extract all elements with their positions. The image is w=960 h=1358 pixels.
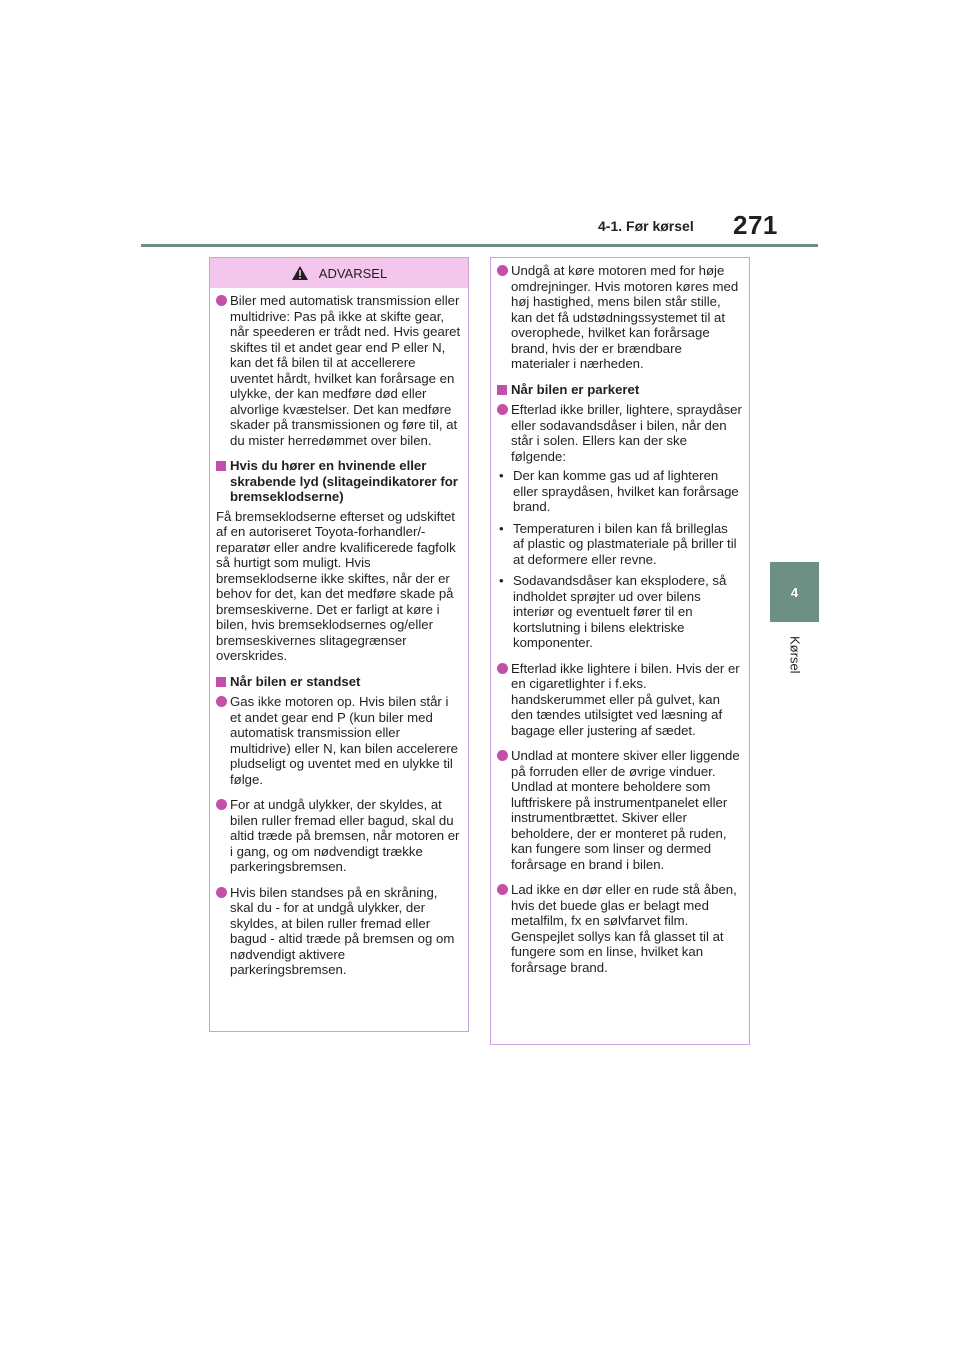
subheading [216,674,461,691]
warning-content-right [491,258,749,975]
warning-content-left [210,288,468,978]
section-title: 4-1. Før kørsel [598,218,694,234]
bullet-point-icon: • [499,573,504,588]
bullet-item-text: Der kan komme gas ud af lighteren eller spraydåsen, hvilket kan forårsage brand. [513,468,739,514]
list-item [216,885,461,978]
list-item-text: Hvis bilen standses på en skråning, skal du - for at undgå ulykker, der skyldes, at bilen ruller fremad eller bagud - altid træde på bremsen og om nødvendigt aktivere parkeringsbremsen. [230,884,455,977]
heading-square-icon [216,461,226,471]
bullet-item [497,468,742,515]
list-item-text: Gas ikke motoren op. Hvis bilen står i et andet gear end P (kun biler med automatisk transmission eller multidrive) eller N, kan bilen accelerere pludseligt og uventet med en ulykke til følge. [230,694,458,787]
list-item [497,263,742,372]
list-item [216,797,461,875]
list-item-text: Biler med automatisk transmission eller multidrive: Pas på ikke at skifte gear, når speederen er trådt ned. Hvis gearet skiftes til et andet gear end P eller N, kan det få bilen til at accellerere uventet hårdt, hvilket kan forårsage en ulykke, der kan medføre død eller alvorlige kvæstelser. Det kan medføre skader på transmissionen og føre til, at du mister herredømmet over bilen. [230,293,461,448]
subheading [216,458,461,505]
bullet-dot-icon [497,663,508,674]
bullet-dot-icon [216,887,227,898]
heading-square-icon [497,385,507,395]
chapter-tab[interactable]: 4 [770,562,819,622]
heading-square-icon [216,677,226,687]
list-item [497,882,742,975]
header-rule [141,244,818,247]
warning-triangle-icon [291,265,309,281]
chapter-tab-label: Kørsel [787,636,803,674]
bullet-point-icon: • [499,468,504,483]
list-item-text: Undgå at køre motoren med for høje omdrejninger. Hvis motoren køres med høj hastighed, mens bilen står stille, kan det få udstødningssystemet til at overophede, hvilket kan forårsage brand, hvis der er brændbare materialer i nærheden. [511,263,739,371]
bullet-dot-icon [216,696,227,707]
list-item [497,402,742,464]
list-item [497,661,742,739]
bullet-dot-icon [216,295,227,306]
bullet-dot-icon [497,404,508,415]
bullet-item-text: Temperaturen i bilen kan få brilleglas af plastic og plastmateriale på briller til at deformere eller revne. [513,520,737,567]
warning-title: ADVARSEL [318,265,388,281]
list-item [497,748,742,872]
list-item [216,694,461,787]
bullet-item [497,521,742,568]
subheading [497,382,742,399]
bullet-dot-icon [497,750,508,761]
warning-box-right [490,257,750,1045]
bullet-item-text: Sodavandsdåser kan eksplodere, så indholdet sprøjter ud over bilens interiør og eventuelt fører til en kortslutning i bilens elektriske komponenter. [513,573,727,650]
list-item-text: Undlad at montere skiver eller liggende på forruden eller de øvrige vinduer. Undlad at montere beholdere som luftfriskere på instrumentpanelet eller instrumentbrættet. Skiver eller beholdere, der er monteret på ruden, kan fungere som linser og dermed forårsage en brand i bilen. [511,748,740,872]
list-item-text: For at undgå ulykker, der skyldes, at bilen ruller fremad eller bagud, skal du altid træde på bremsen, når motoren er i gang, og om nødvendigt trække parkeringsbremsen. [230,797,460,874]
bullet-point-icon: • [499,520,504,536]
paragraph: Få bremseklodserne efterset og udskiftet af en autoriseret Toyota-forhandler/-reparatør eller andre kvalificerede fagfolk så hurtigt som muligt. Hvis bremseklodserne ikke skiftes, når der er behov for det, kan det medføre skade på bremseskiverne. Det er farligt at køre i bilen, hvis bremseklodsernes og/eller bremseskivernes slitagegrænser overskrides. [216,508,456,663]
bullet-dot-icon [497,884,508,895]
bullet-dot-icon [216,799,227,810]
list-item-text: Efterlad ikke lightere i bilen. Hvis der er en cigaretlighter i f.eks. handskerummet eller på gulvet, kan den tændes utilsigtet ved læsning af bagage eller justering af sædet. [511,660,740,738]
warning-header [210,258,468,288]
bullet-item [497,573,742,651]
list-item-text: Lad ikke en dør eller en rude stå åben, hvis det buede glas er belagt med metalfilm, fx en sølvfarvet film. Genspejlet sollys kan få glasset til at fungere som en linse, hvilket kan forårsage brand. [511,882,737,975]
warning-box-left [209,257,469,1032]
list-item-text: Efterlad ikke briller, lightere, spraydåser eller sodavandsdåser i bilen, når den står i solen. Ellers kan der ske følgende: [511,402,742,464]
page-number: 271 [733,210,778,240]
list-item [216,293,461,448]
subheading-text: Når bilen er standset [230,673,361,689]
subheading-text: Hvis du hører en hvinende eller skrabende lyd (slitageindikatorer for bremseklodserne) [230,458,458,504]
subheading-text: Når bilen er parkeret [511,381,640,397]
bullet-dot-icon [497,265,508,276]
